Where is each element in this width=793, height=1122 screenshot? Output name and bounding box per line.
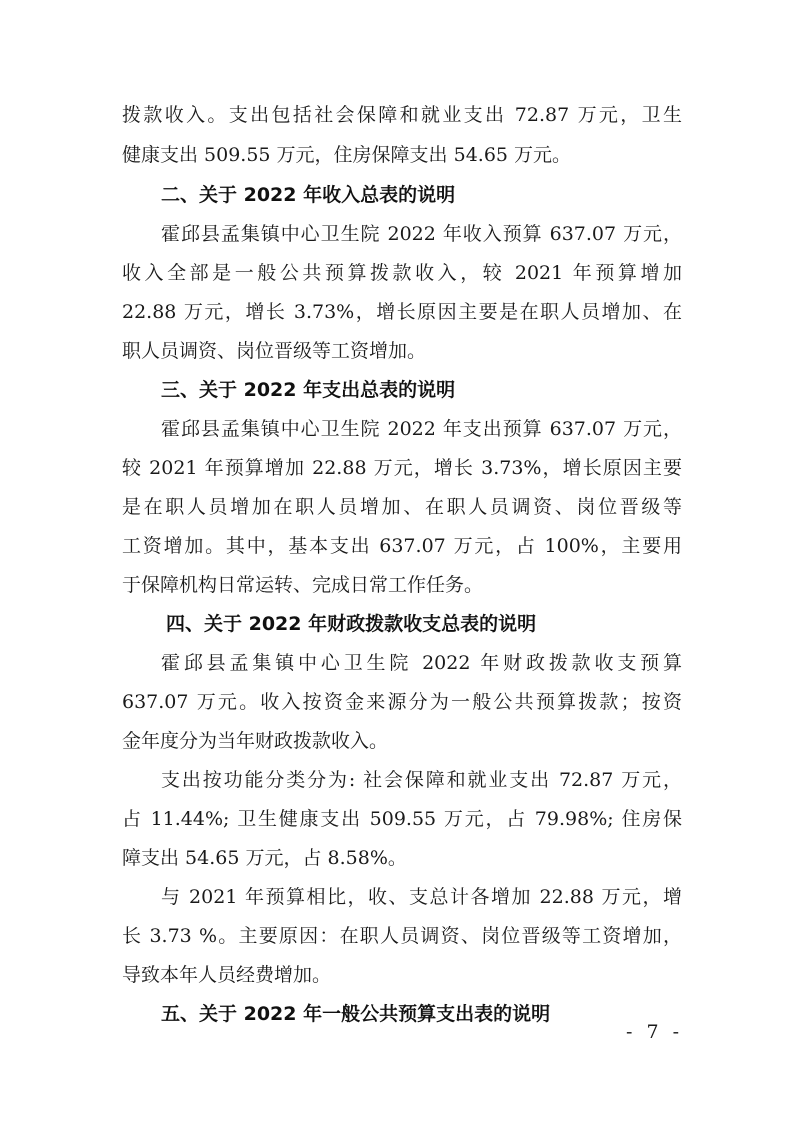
body-line: 霍邱县孟集镇中心卫生院 2022 年收入预算 637.07 万元， [161,223,682,245]
body-line: 占 11.44%; 卫生健康支出 509.55 万元，占 79.98%; 住房保 [122,808,682,830]
body-line: 障支出 54.65 万元，占 8.58%。 [122,847,407,869]
body-line: 金年度分为当年财政拨款收入。 [122,730,389,752]
body-line: 霍邱县孟集镇中心卫生院 2022 年支出预算 637.07 万元， [161,418,682,440]
body-line: 健康支出 509.55 万元，住房保障支出 54.65 万元。 [122,144,572,166]
section-heading-3: 三、关于 2022 年支出总表的说明 [161,379,456,401]
body-line: 于保障机构日常运转、完成日常工作任务。 [122,574,484,596]
body-line: 与 2021 年预算相比，收、支总计各增加 22.88 万元，增 [161,886,682,908]
body-line: 霍邱县孟集镇中心卫生院 2022 年财政拨款收支预算 [161,652,682,674]
body-line: 637.07 万元。收入按资金来源分为一般公共预算拨款；按资 [122,691,682,713]
body-line: 导致本年人员经费增加。 [122,964,332,986]
body-line: 长 3.73 %。主要原因：在职人员调资、岗位晋级等工资增加， [122,925,682,947]
page-number: - 7 - [626,1021,684,1043]
body-line: 22.88 万元，增长 3.73%，增长原因主要是在职人员增加、在 [122,301,682,323]
body-line: 职人员调资、岗位晋级等工资增加。 [122,340,427,362]
body-line: 支出按功能分类分为: 社会保障和就业支出 72.87 万元， [161,769,682,791]
section-heading-5: 五、关于 2022 年一般公共预算支出表的说明 [161,1003,551,1025]
body-line: 较 2021 年预算增加 22.88 万元，增长 3.73%，增长原因主要 [122,457,682,479]
body-line: 工资增加。其中，基本支出 637.07 万元，占 100%，主要用 [122,535,682,557]
body-line: 收入全部是一般公共预算拨款收入，较 2021 年预算增加 [122,262,682,284]
section-heading-4: 四、关于 2022 年财政拨款收支总表的说明 [166,613,537,635]
body-line: 是在职人员增加在职人员增加、在职人员调资、岗位晋级等 [122,496,682,518]
section-heading-2: 二、关于 2022 年收入总表的说明 [161,184,456,206]
body-line: 拨款收入。支出包括社会保障和就业支出 72.87 万元，卫生 [122,104,682,126]
